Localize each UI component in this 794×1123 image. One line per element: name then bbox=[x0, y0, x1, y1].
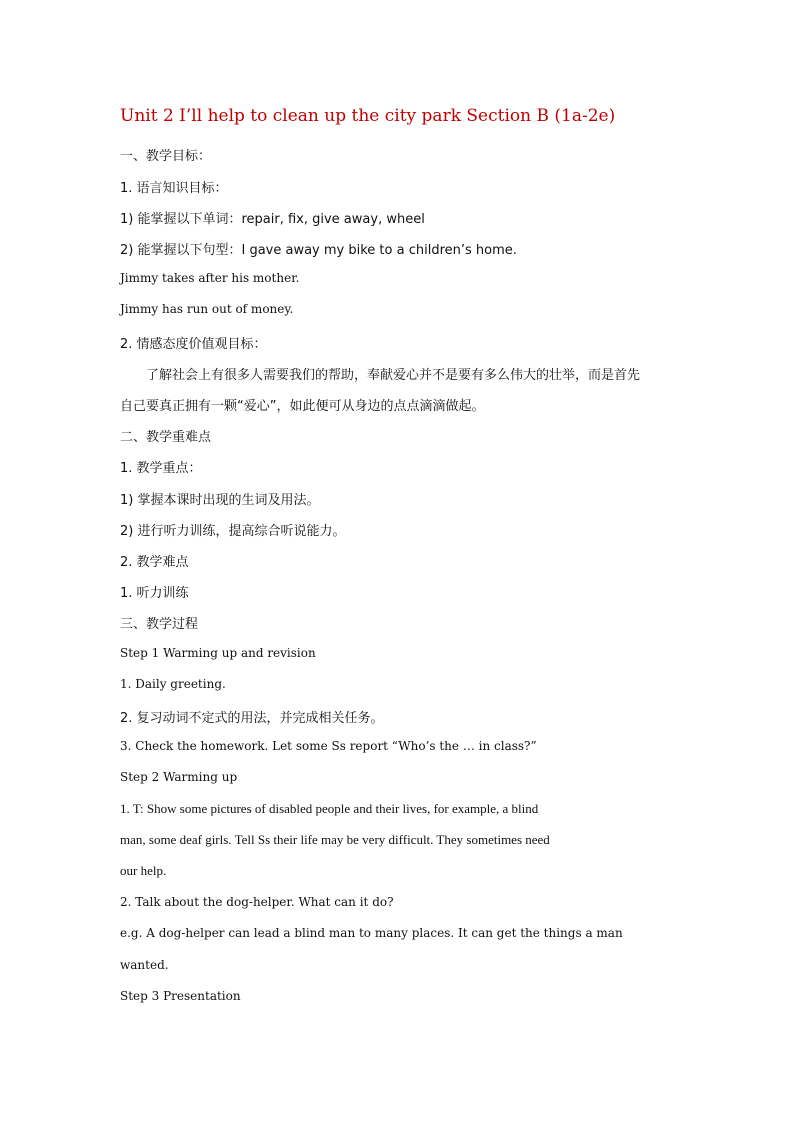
subheading-key-points: 1. 教学重点： bbox=[120, 461, 202, 476]
step-heading: Step 2 Warming up bbox=[120, 770, 238, 784]
section-heading-process: 三、教学过程 bbox=[120, 617, 199, 632]
list-item: 1. Daily greeting. bbox=[120, 677, 226, 691]
subheading-difficulties: 2. 教学难点 bbox=[120, 555, 189, 570]
list-item: 3. Check the homework. Let some Ss report “Who’s the … in class?” bbox=[120, 739, 537, 753]
list-item: 1. 听力训练 bbox=[120, 586, 189, 601]
list-item-sentences: 2) 能掌握以下句型：I gave away my bike to a children’s home. bbox=[120, 243, 517, 258]
step-heading: Step 3 Presentation bbox=[120, 989, 241, 1003]
list-item: 2. Talk about the dog-helper. What can it do? bbox=[120, 895, 394, 909]
list-item: 1) 掌握本课时出现的生词及用法。 bbox=[120, 493, 320, 508]
section-heading-key-points: 二、教学重难点 bbox=[120, 430, 212, 445]
list-item: 2) 进行听力训练，提高综合听说能力。 bbox=[120, 524, 346, 539]
paragraph-line: wanted. bbox=[120, 958, 169, 972]
paragraph-line: 了解社会上有很多人需要我们的帮助，奉献爱心并不是要有多么伟大的壮举，而是首先 bbox=[146, 368, 641, 383]
paragraph-line: our help. bbox=[120, 863, 167, 878]
step-heading: Step 1 Warming up and revision bbox=[120, 646, 316, 660]
paragraph-line: 1. T: Show some pictures of disabled people and their lives, for example, a blind bbox=[120, 801, 539, 816]
example-sentence: Jimmy has run out of money. bbox=[120, 302, 294, 316]
example-sentence: Jimmy takes after his mother. bbox=[120, 271, 300, 285]
section-heading-objectives: 一、教学目标： bbox=[120, 149, 212, 164]
list-item-words: 1) 能掌握以下单词：repair, fix, give away, wheel bbox=[120, 212, 425, 227]
list-item: 2. 复习动词不定式的用法，并完成相关任务。 bbox=[120, 711, 384, 726]
paragraph-line: man, some deaf girls. Tell Ss their life may be very difficult. They sometimes need bbox=[120, 832, 550, 847]
subheading-language-knowledge: 1. 语言知识目标： bbox=[120, 181, 228, 196]
document-title: Unit 2 I’ll help to clean up the city park Section B (1a-2e) bbox=[120, 106, 616, 126]
paragraph-line: e.g. A dog-helper can lead a blind man to many places. It can get the things a man bbox=[120, 926, 623, 940]
paragraph-line: 自己要真正拥有一颗“爱心”，如此便可从身边的点点滴滴做起。 bbox=[120, 399, 485, 414]
subheading-emotional-goals: 2. 情感态度价值观目标： bbox=[120, 337, 267, 352]
